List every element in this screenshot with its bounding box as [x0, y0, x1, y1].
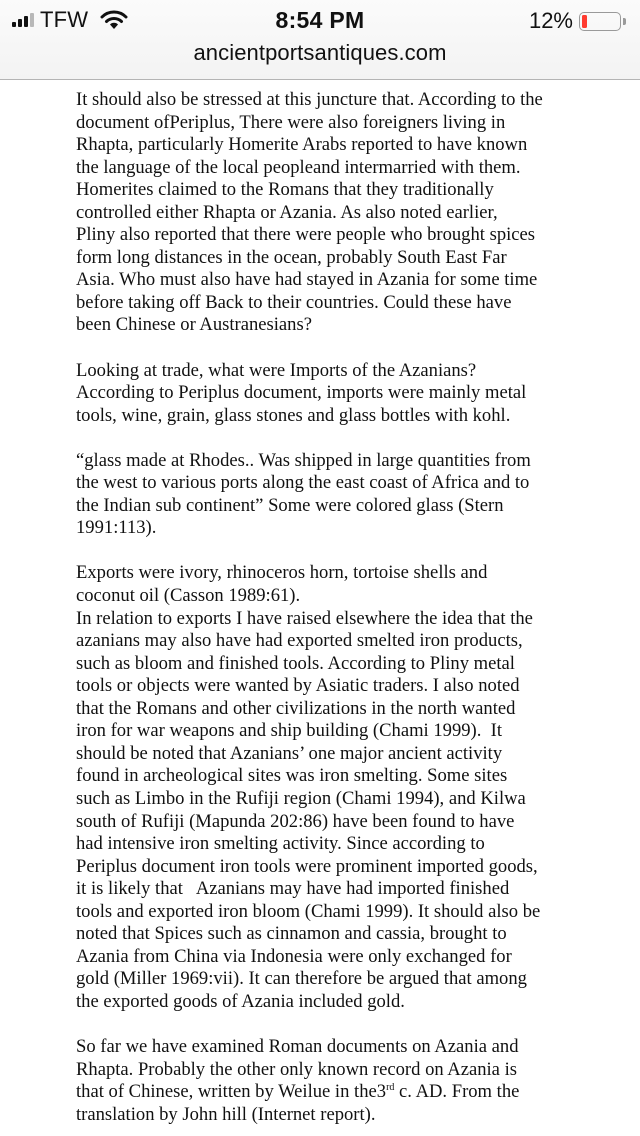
text-line: such as bloom and finished tools. According to Pliny metal [76, 652, 515, 674]
text-line: Looking at trade, what were Imports of the Azanians? [76, 359, 477, 381]
text-line: found in archeological sites was iron smelting. Some sites [76, 765, 508, 787]
text-line: noted that Spices such as cinnamon and cassia, brought to [76, 923, 507, 945]
text-line: Exports were ivory, rhinoceros horn, tortoise shells and [76, 562, 488, 584]
text-line: In relation to exports I have raised elsewhere the idea that the [76, 607, 533, 629]
paragraph-foreigners-in-rhapta [76, 89, 636, 337]
text-line: 1991:113). [76, 517, 157, 539]
text-line: gold (Miller 1969:vii). It can therefore be argued that among [76, 968, 527, 990]
address-bar-url[interactable]: ancientportsantiques.com [193, 40, 447, 65]
text-line: “glass made at Rhodes.. Was shipped in large quantities from [76, 449, 531, 471]
ordinal-superscript: rd [386, 1082, 395, 1094]
text-line: form long distances in the ocean, probably South East Far [76, 246, 507, 268]
paragraph-chinese-records [76, 1036, 636, 1126]
text-line: Homerites claimed to the Romans that they traditionally [76, 179, 494, 201]
text-line: south of Rufiji (Mapunda 202:86) have been found to have [76, 810, 515, 832]
text-line: translation by John hill (Internet report). [76, 1103, 376, 1125]
article-body [76, 89, 636, 1126]
text-line: Rhapta. Probably the other only known record on Azania is [76, 1058, 517, 1080]
text-line: the west to various ports along the east coast of Africa and to [76, 472, 530, 494]
text-line: tools or objects were wanted by Asiatic traders. I also noted [76, 675, 520, 697]
text-line: According to Periplus document, imports were mainly metal [76, 382, 527, 404]
battery-percentage: 12% [528, 8, 573, 33]
text-line: that the Romans and other civilizations in the north wanted [76, 697, 516, 719]
text-line: had intensive iron smelting activity. Since according to [76, 833, 485, 855]
text-line: the Indian sub continent” Some were colored glass (Stern [76, 494, 504, 516]
text-line: tools, wine, grain, glass stones and glass bottles with kohl. [76, 404, 511, 426]
text-line: been Chinese or Austranesians? [76, 314, 312, 336]
carrier-name: TFW [40, 7, 89, 32]
text-line: It should also be stressed at this juncture that. According to the [76, 89, 543, 110]
text-line: Rhapta, particularly Homerite Arabs reported to have known [76, 134, 528, 156]
text-line: controlled either Rhapta or Azania. As also noted earlier, [76, 201, 498, 223]
text-line: the language of the local peopleand intermarried with them. [76, 156, 521, 178]
paragraph-gap [76, 427, 636, 450]
paragraph-rhodes-glass-quote [76, 450, 636, 540]
paragraph-gap [76, 337, 636, 360]
battery-terminal [623, 18, 626, 25]
paragraph-gap [76, 1013, 636, 1036]
paragraph-imports [76, 360, 636, 428]
battery-icon [579, 12, 621, 31]
text-line: it is likely that Azanians may have had imported finished [76, 878, 510, 900]
text-segment: that of Chinese, written by Weilue in the3 [76, 1081, 387, 1103]
text-line: iron for war weapons and ship building (Chami 1999). It [76, 720, 503, 742]
battery-level-fill [582, 15, 587, 28]
text-line: tools and exported iron bloom (Chami 1999). It should also be [76, 900, 541, 922]
text-line: Periplus document iron tools were prominent imported goods, [76, 855, 538, 877]
text-line: the exported goods of Azania included gold. [76, 990, 405, 1012]
text-line-with-superscript [76, 1081, 636, 1104]
status-bar-right [529, 8, 626, 34]
text-line: Azania from China via Indonesia were only exchanged for [76, 945, 512, 967]
text-line: Asia. Who must also have had stayed in Azania for some time [76, 269, 538, 291]
text-line: Pliny also reported that there were people who brought spices [76, 224, 536, 246]
text-line: document ofPeriplus, There were also foreigners living in [76, 111, 506, 133]
text-line: such as Limbo in the Rufiji region (Chami 1994), and Kilwa [76, 787, 526, 809]
text-line: before taking off Back to their countries. Could these have [76, 291, 512, 313]
text-line: So far we have examined Roman documents on Azania and [76, 1035, 519, 1057]
status-time: 8:54 PM [275, 7, 365, 33]
browser-header [0, 0, 640, 80]
text-line: coconut oil (Casson 1989:61). [76, 585, 301, 607]
paragraph-exports [76, 562, 636, 1013]
text-line: should be noted that Azanians’ one major ancient activity [76, 742, 503, 764]
paragraph-gap [76, 540, 636, 563]
text-line: azanians may also have had exported smelted iron products, [76, 630, 523, 652]
text-segment: c. AD. From the [394, 1081, 520, 1103]
